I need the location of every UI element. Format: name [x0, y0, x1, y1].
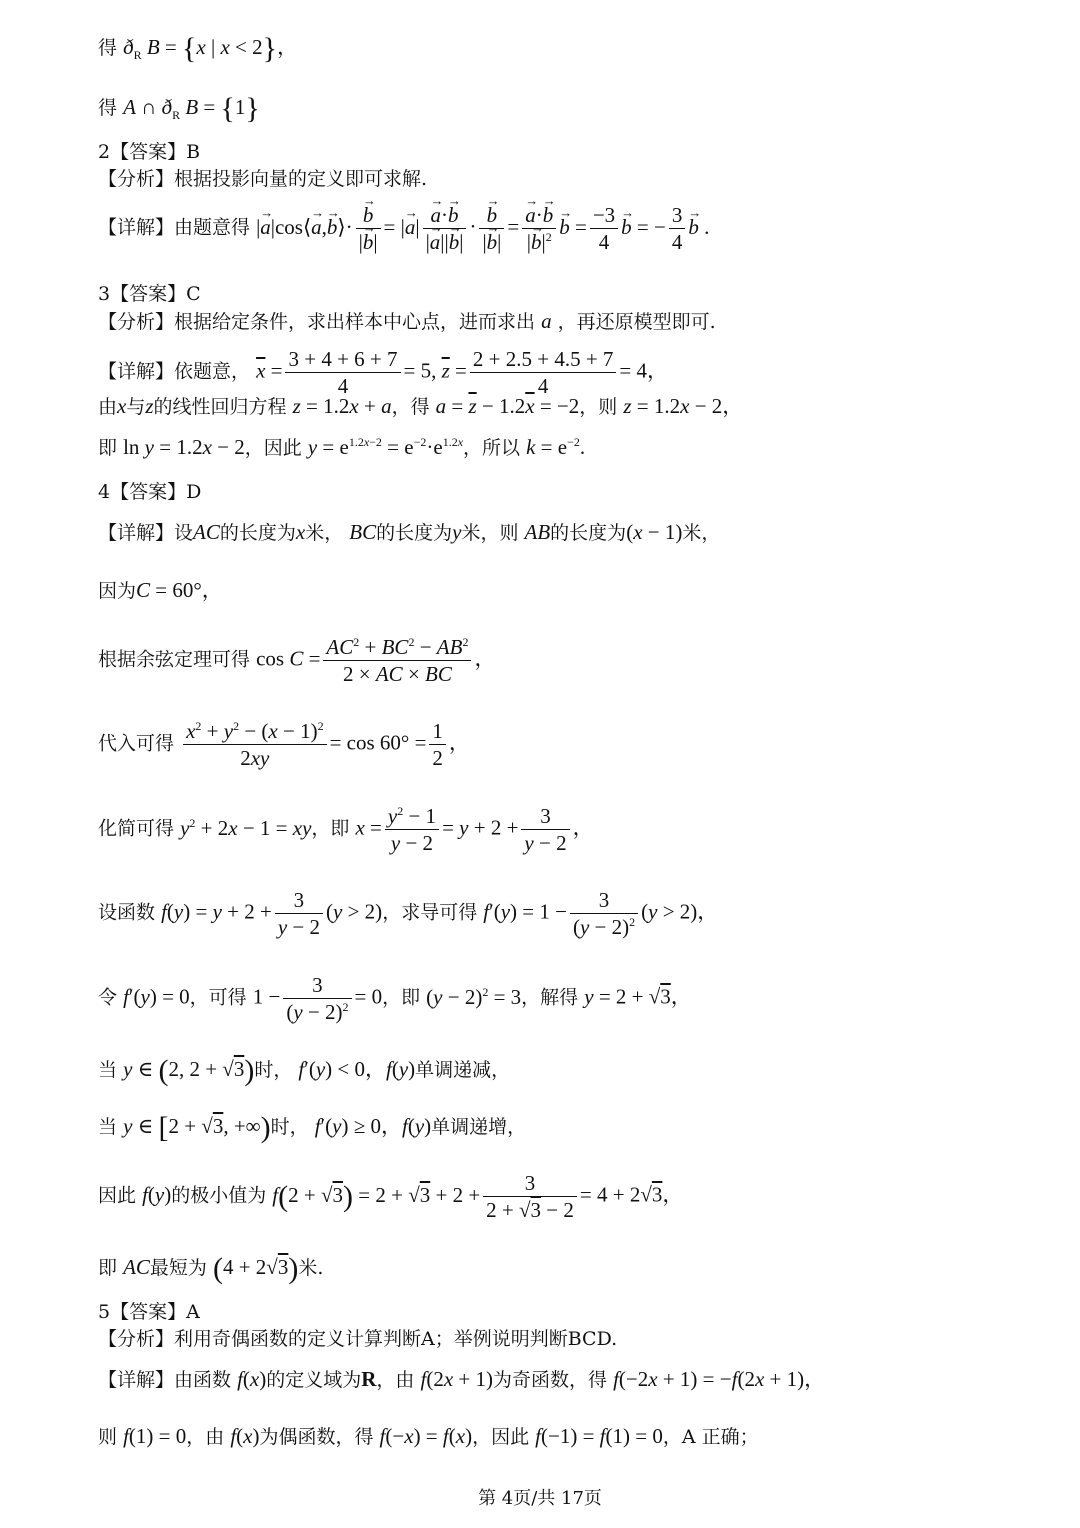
- text: 单调递减，: [415, 1059, 511, 1081]
- text: 为奇函数，得: [493, 1369, 608, 1391]
- text: 令: [98, 986, 118, 1009]
- text: ，解得: [521, 986, 579, 1009]
- text: ，可得: [189, 986, 247, 1009]
- solution-line: 令 f′(y) = 0，可得 1 − $\frac{3}{(y - 2)^2}$ = 0，即 $(y - 2)^2 = 3$，解得 y = 2 + √3，: [98, 973, 692, 1024]
- text: ，则: [579, 396, 618, 418]
- text: ，即: [311, 817, 350, 840]
- answer-heading: 3【答案】C: [98, 283, 201, 305]
- text: 单调递增，: [431, 1116, 527, 1138]
- text: ，因此: [472, 1426, 530, 1448]
- solution-line: 根据余弦定理可得 cos C = $\frac{AC^2 + BC^2 - AB^2}{2 \times AC \times BC}$ ，: [98, 635, 496, 686]
- text: 设函数: [98, 901, 156, 924]
- analysis-line: 【分析】根据投影向量的定义即可求解.: [98, 168, 428, 190]
- solution-line: 代入可得 $\frac{x^2 + y^2 - (x - 1)^2}{2xy}$ = cos 60° = $\frac{1}{2}$ ，: [98, 719, 470, 770]
- text: 的长度为: [219, 522, 296, 544]
- text: 米.: [298, 1257, 324, 1279]
- text: 【分析】根据给定条件，求出样本中心点，进而求出: [98, 311, 536, 333]
- solution-line: 【详解】由函数 f(x)的定义域为R，由 f(2x + 1)为奇函数，得 f(−2x + 1) = −f(2x + 1)，: [98, 1367, 826, 1391]
- text: ，再还原模型即可.: [557, 311, 716, 333]
- solution-line: 即 AC最短为 (4 + 2√3)米.: [98, 1252, 324, 1285]
- text: ，A 正确；: [662, 1426, 759, 1448]
- text: 最短为: [149, 1257, 207, 1279]
- text: 米，: [682, 522, 721, 544]
- text: 当: [98, 1059, 118, 1081]
- text: 的长度为: [376, 522, 453, 544]
- solution-line: 得 A ∩ $ð_R$ B = {1}: [98, 92, 260, 125]
- page-footer: 第 4页/共 17页: [478, 1488, 602, 1509]
- answer-heading: 4【答案】D: [98, 481, 202, 503]
- text: 【详解】设: [98, 522, 194, 544]
- text: ，因此: [244, 437, 302, 459]
- text: ，得: [391, 396, 430, 418]
- solution-line: 【详解】设AC的长度为x米， BC的长度为y米，则 AB的长度为(x − 1)米，: [98, 520, 721, 544]
- answer-heading: 2【答案】B: [98, 141, 201, 163]
- text: 【详解】由函数: [98, 1369, 232, 1391]
- solution-line: 当 y ∈ (2, 2 + √3)时， f′(y) < 0，f(y)单调递减，: [98, 1054, 511, 1087]
- text: 即: [98, 437, 118, 459]
- solution-line: 【详解】依题意， $\overline{x}$ = $\frac{3 + 4 + 6 + 7}{4}$ = 5, $\overline{z}$ = $\frac{2 + 2.5 + 4.5 + 7}{4}$ = 4，: [98, 347, 669, 398]
- text: 为偶函数，得: [259, 1426, 374, 1448]
- solution-line: 则 f(1) = 0，由 f(x)为偶函数，得 f(−x) = f(x)，因此 f(−1) = f(1) = 0，A 正确；: [98, 1424, 759, 1448]
- text: 时，: [270, 1116, 309, 1138]
- text: 的极小值为: [171, 1184, 267, 1207]
- solution-line: 由x与z的线性回归方程 z = 1.2x + a，得 $a = \overline{z} - 1.2\overline{x} = -2$，则 z = 1.2x − 2，: [98, 394, 744, 418]
- solution-line: 设函数 f(y) = y + 2 + $\frac{3}{y - 2}$ (y > 2)，求导可得 f′(y) = 1 − $\frac{3}{(y - 2)^2}$ (y > 2)，: [98, 888, 719, 939]
- text: 米，则: [461, 522, 519, 544]
- text: ，由: [376, 1369, 415, 1391]
- text: 因为: [98, 580, 137, 602]
- text: 代入可得: [98, 732, 175, 755]
- text: ，所以: [463, 437, 521, 459]
- text: 得: [98, 97, 118, 119]
- text: 即: [98, 1257, 118, 1279]
- text: ，由: [186, 1426, 225, 1448]
- solution-line: 当 y ∈ [2 + √3, +∞)时， f′(y) ≥ 0，f(y)单调递增，: [98, 1111, 527, 1144]
- text: ，求导可得: [382, 901, 478, 924]
- text: 得: [98, 37, 118, 59]
- text: 化简可得: [98, 817, 175, 840]
- text: 则: [98, 1426, 118, 1448]
- answer-heading: 5【答案】A: [98, 1301, 200, 1323]
- text: 当: [98, 1116, 118, 1138]
- text: 【详解】由题意得: [98, 216, 251, 239]
- solution-line: 【详解】由题意得 |→ a|cos⟨→ a,→ b⟩· → $\frac{b}{|\to b|}$ = |→ a| → $\frac{a\cdot\to b}{|\to a||\to b|}$ · → $\frac{b}{|\to b|}$ = → $\frac{a\cdot\to b}{|\to b|^2}$ → b = $\frac{-3}{4}$ → b = − $\frac{3}{4}$ → b .: [98, 202, 709, 255]
- text: ，即: [382, 986, 421, 1009]
- text: 根据余弦定理可得: [98, 648, 251, 671]
- text: 米，: [305, 522, 344, 544]
- solution-line: 得 $ð_R$ B = {x | x < 2}，: [98, 32, 299, 65]
- text: 由: [98, 396, 118, 418]
- text: 时，: [254, 1059, 293, 1081]
- text: 的线性回归方程: [153, 396, 287, 418]
- solution-line: 因为C = 60°，: [98, 578, 223, 602]
- text: 的长度为: [550, 522, 627, 544]
- solution-line: 化简可得 $y^2 + 2x - 1$ = xy，即 x = $\frac{y^2 - 1}{y - 2}$ = y + 2 + $\frac{3}{y - 2}$ ，: [98, 804, 594, 855]
- text: 【详解】依题意，: [98, 360, 251, 383]
- solution-line: 即 ln y = 1.2x − 2，因此 $y = e^{1.2x-2} = e^{-2}\cdot e^{1.2x}$，所以 $k = e^{-2}$.: [98, 435, 586, 459]
- text: 因此: [98, 1184, 137, 1207]
- analysis-line: 【分析】根据给定条件，求出样本中心点，进而求出 a ，再还原模型即可.: [98, 309, 716, 333]
- solution-line: 因此 f(y)的极小值为 f(2 + √3) = 2 + √3 + 2 + $\frac{3}{2 + √3 - 2}$ = 4 + 2√3，: [98, 1171, 684, 1222]
- analysis-line: 【分析】利用奇偶函数的定义计算判断A；举例说明判断BCD.: [98, 1328, 618, 1350]
- text: 的定义域为: [266, 1369, 362, 1391]
- text: 与: [126, 396, 146, 418]
